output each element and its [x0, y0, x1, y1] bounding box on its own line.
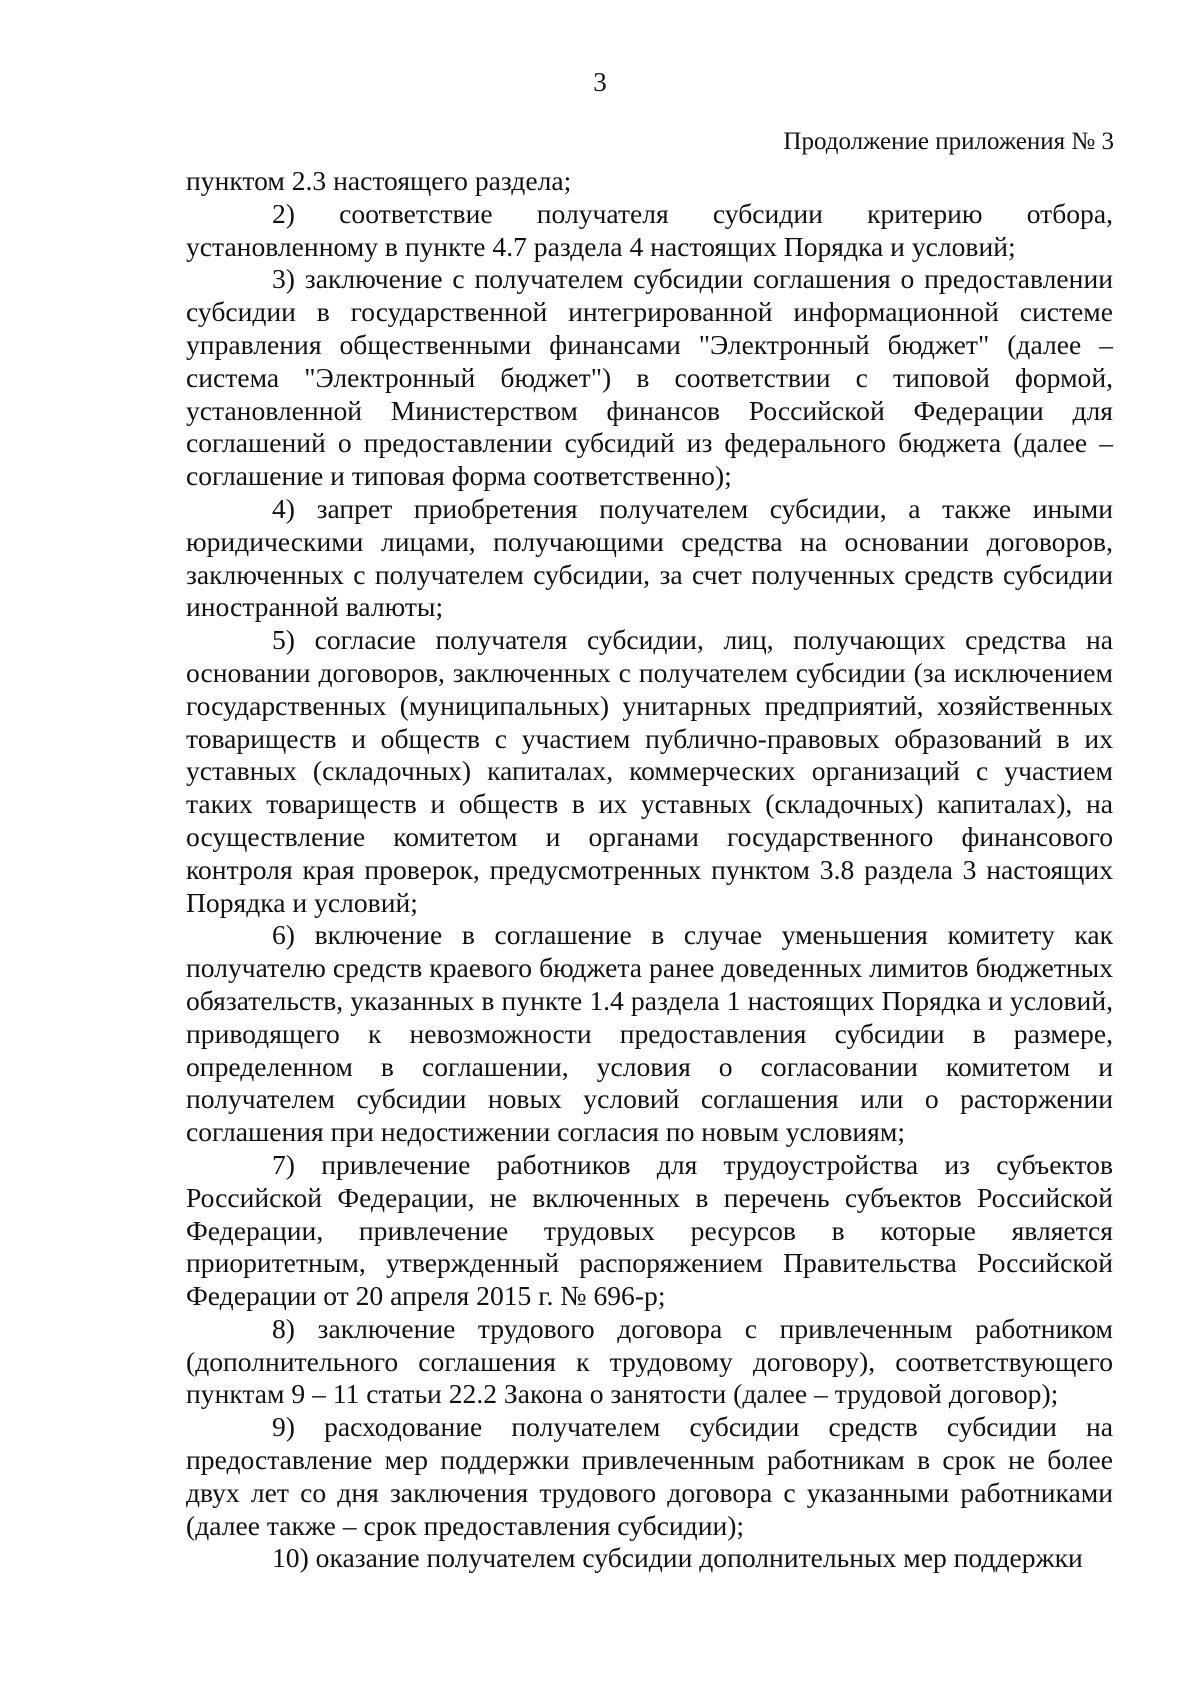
document-body [186, 165, 1113, 1575]
list-item-8: 8) заключение трудового договора с привлеченным работником (дополнительного соглашения к трудовому договору), соответствующего пунктам 9 – 11 статьи 22.2 Закона о занятости (далее – трудовой договор); [186, 1312, 1113, 1410]
list-item-2: 2) соответствие получателя субсидии критерию отбора, установленному в пункте 4.7 раздела 4 настоящих Порядка и условий; [186, 197, 1113, 262]
list-item-10: 10) оказание получателем субсидии дополнительных мер поддержки [272, 1542, 1083, 1574]
list-item-3: 3) заключение с получателем субсидии соглашения о предоставлении субсидии в государственной интегрированной информационной системе управления общественными финансами "Электронный бюджет" (далее – система "Электронный бюджет") в соответствии с типовой формой, установленной Министерством финансов Российской Федерации для соглашений о предоставлении субсидий из федерального бюджета (далее – соглашение и типовая форма соответственно); [186, 263, 1113, 492]
list-item-6: 6) включение в соглашение в случае уменьшения комитету как получателю средств краевого бюджета ранее доведенных лимитов бюджетных обязательств, указанных в пункте 1.4 раздела 1 настоящих Порядка и условий, приводящего к невозможности предоставления субсидии в размере, определенном в соглашении, условия о согласовании комитетом и получателем субсидии новых условий соглашения или о расторжении соглашения при недостижении согласия по новым условиям; [186, 919, 1113, 1148]
list-item-5: 5) согласие получателя субсидии, лиц, получающих средства на основании договоров, заключенных с получателем субсидии (за исключением государственных (муниципальных) унитарных предприятий, хозяйственных товариществ и обществ с участием публично-правовых образований в их уставных (складочных) капиталах, коммерческих организаций с участием таких товариществ и обществ в их уставных (складочных) капиталах), на осуществление комитетом и органами государственного финансового контроля края проверок, предусмотренных пунктом 3.8 раздела 3 настоящих Порядка и условий; [186, 624, 1113, 918]
list-item-7: 7) привлечение работников для трудоустройства из субъектов Российской Федерации, не включенных в перечень субъектов Российской Федерации, привлечение трудовых ресурсов в которые является приоритетным, утвержденный распоряжением Правительства Российской Федерации от 20 апреля 2015 г. № 696-р; [186, 1148, 1113, 1312]
list-item-4: 4) запрет приобретения получателем субсидии, а также иными юридическими лицами, получающими средства на основании договоров, заключенных с получателем субсидии, за счет полученных средств субсидии иностранной валюты; [186, 492, 1113, 623]
page-number: 3 [593, 67, 607, 97]
appendix-continuation-note: Продолжение приложения № 3 [783, 128, 1114, 155]
paragraph-continuation: пунктом 2.3 настоящего раздела; [186, 165, 572, 196]
list-item-9: 9) расходование получателем субсидии средств субсидии на предоставление мер поддержки привлеченным работникам в срок не более двух лет со дня заключения трудового договора с указанными работниками (далее также – срок предоставления субсидии); [186, 1411, 1113, 1541]
